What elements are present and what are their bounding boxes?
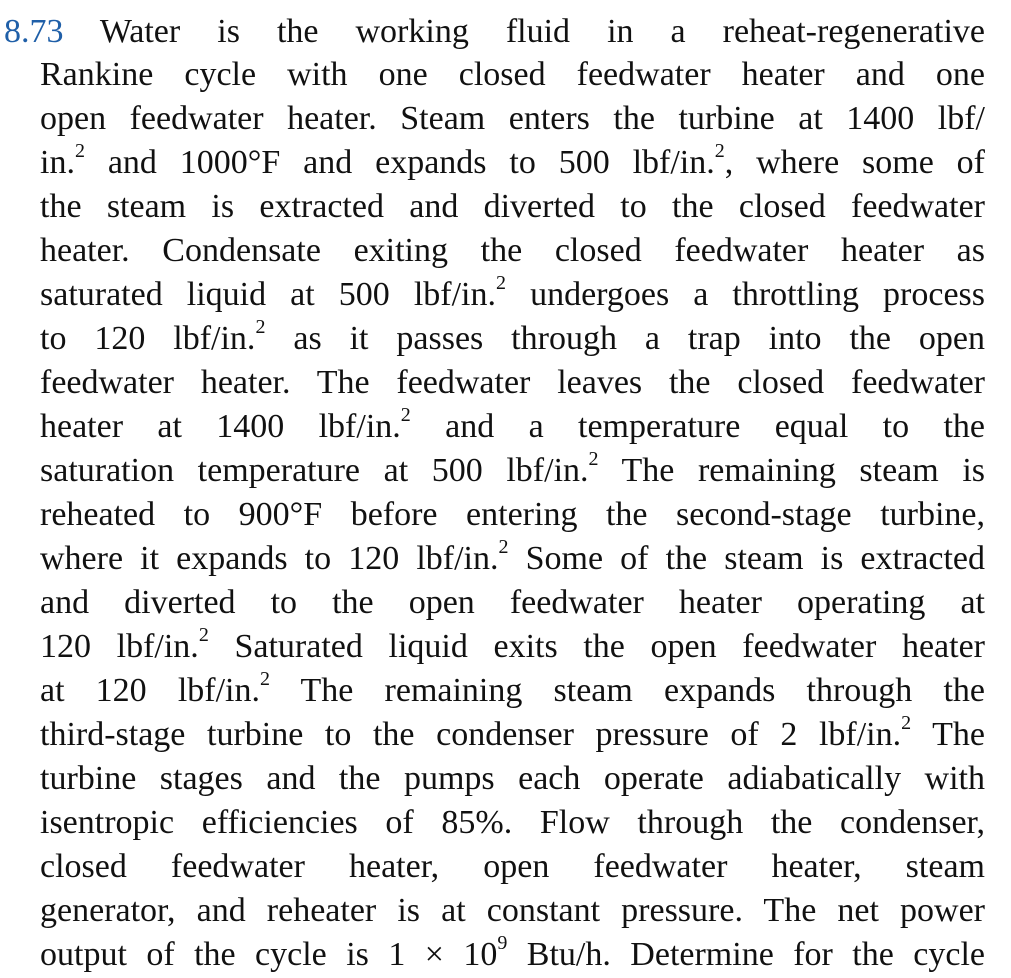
line-text: Some of the steam is extracted (508, 540, 985, 577)
line-text: in. (40, 144, 75, 181)
text-line-20 (40, 845, 985, 889)
line-text: closed feedwater heater, open feedwater heater, steam (40, 848, 985, 885)
line-text: The remaining steam expands through the (270, 672, 985, 709)
line-text: The (911, 716, 985, 753)
line-text: saturated liquid at 500 lbf/in. (40, 276, 497, 313)
superscript: 2 (74, 139, 85, 162)
line-text: open feedwater heater. Steam enters the turbine at 1400 lbf/ (40, 100, 985, 137)
text-line-3 (40, 97, 985, 141)
superscript: 2 (400, 403, 411, 426)
text-line-4 (40, 141, 985, 185)
text-line-5 (40, 185, 985, 229)
superscript: 2 (496, 271, 507, 294)
line-text: The remaining steam is (598, 452, 986, 489)
line-text: and diverted to the open feedwater heater operating at (40, 584, 985, 621)
line-text: as it passes through a trap into the open (265, 320, 985, 357)
line-text: heater. Condensate exiting the closed feedwater heater as (40, 232, 985, 269)
text-line-14 (40, 581, 985, 625)
superscript: 2 (901, 711, 912, 734)
superscript: 2 (255, 315, 266, 338)
superscript: 2 (260, 667, 270, 690)
superscript: 2 (714, 139, 725, 162)
text-line-2 (40, 53, 985, 97)
text-line-13 (40, 537, 985, 581)
line-text: the steam is extracted and diverted to the closed feedwater (40, 188, 985, 225)
line-text: where it expands to 120 lbf/in. (40, 540, 499, 577)
line-text: Btu/h. Determine for the cycle (507, 936, 985, 973)
line-text: saturation temperature at 500 lbf/in. (40, 452, 589, 489)
line-text: heater at 1400 lbf/in. (40, 408, 401, 445)
text-line-8 (40, 317, 985, 361)
superscript: 2 (588, 447, 599, 470)
line-text: Water is the working fluid in a reheat-regenerative (99, 13, 985, 50)
text-line-21 (40, 889, 985, 933)
line-text: to 120 lbf/in. (40, 320, 256, 357)
text-line-11 (40, 449, 985, 493)
line-text: , where some of (724, 144, 985, 181)
line-text: turbine stages and the pumps each operate adiabatically with (40, 760, 985, 797)
text-line-22 (40, 933, 985, 977)
superscript: 2 (198, 623, 209, 646)
text-line-6 (40, 229, 985, 273)
text-line-12 (40, 493, 985, 537)
problem-number: 8.73 (4, 13, 64, 50)
text-line-9 (40, 361, 985, 405)
text-line-16 (40, 669, 985, 713)
line-text: isentropic efficiencies of 85%. Flow through the condenser, (40, 804, 985, 841)
text-line-15 (40, 625, 985, 669)
line-text: Rankine cycle with one closed feedwater heater and one (40, 56, 985, 93)
text-line-17 (40, 713, 985, 757)
line-text: feedwater heater. The feedwater leaves the closed feedwater (40, 364, 985, 401)
text-line-1 (4, 10, 985, 54)
line-text: at 120 lbf/in. (40, 672, 260, 709)
superscript: 9 (497, 931, 508, 954)
line-text: Saturated liquid exits the open feedwater heater (208, 628, 985, 665)
line-text: and 1000°F and expands to 500 lbf/in. (84, 144, 715, 181)
line-text: 120 lbf/in. (40, 628, 199, 665)
line-text: generator, and reheater is at constant pressure. The net power (40, 892, 985, 929)
line-text: third-stage turbine to the condenser pressure of 2 lbf/in. (40, 716, 902, 753)
text-line-19 (40, 801, 985, 845)
line-text: and a temperature equal to the (410, 408, 985, 445)
line-text: reheated to 900°F before entering the second-stage turbine, (40, 496, 985, 533)
line-text: output of the cycle is 1 × 10 (40, 936, 498, 973)
text-line-10 (40, 405, 985, 449)
line-text: undergoes a throttling process (506, 276, 985, 313)
superscript: 2 (498, 535, 509, 558)
text-line-7 (40, 273, 985, 317)
text-line-18 (40, 757, 985, 801)
